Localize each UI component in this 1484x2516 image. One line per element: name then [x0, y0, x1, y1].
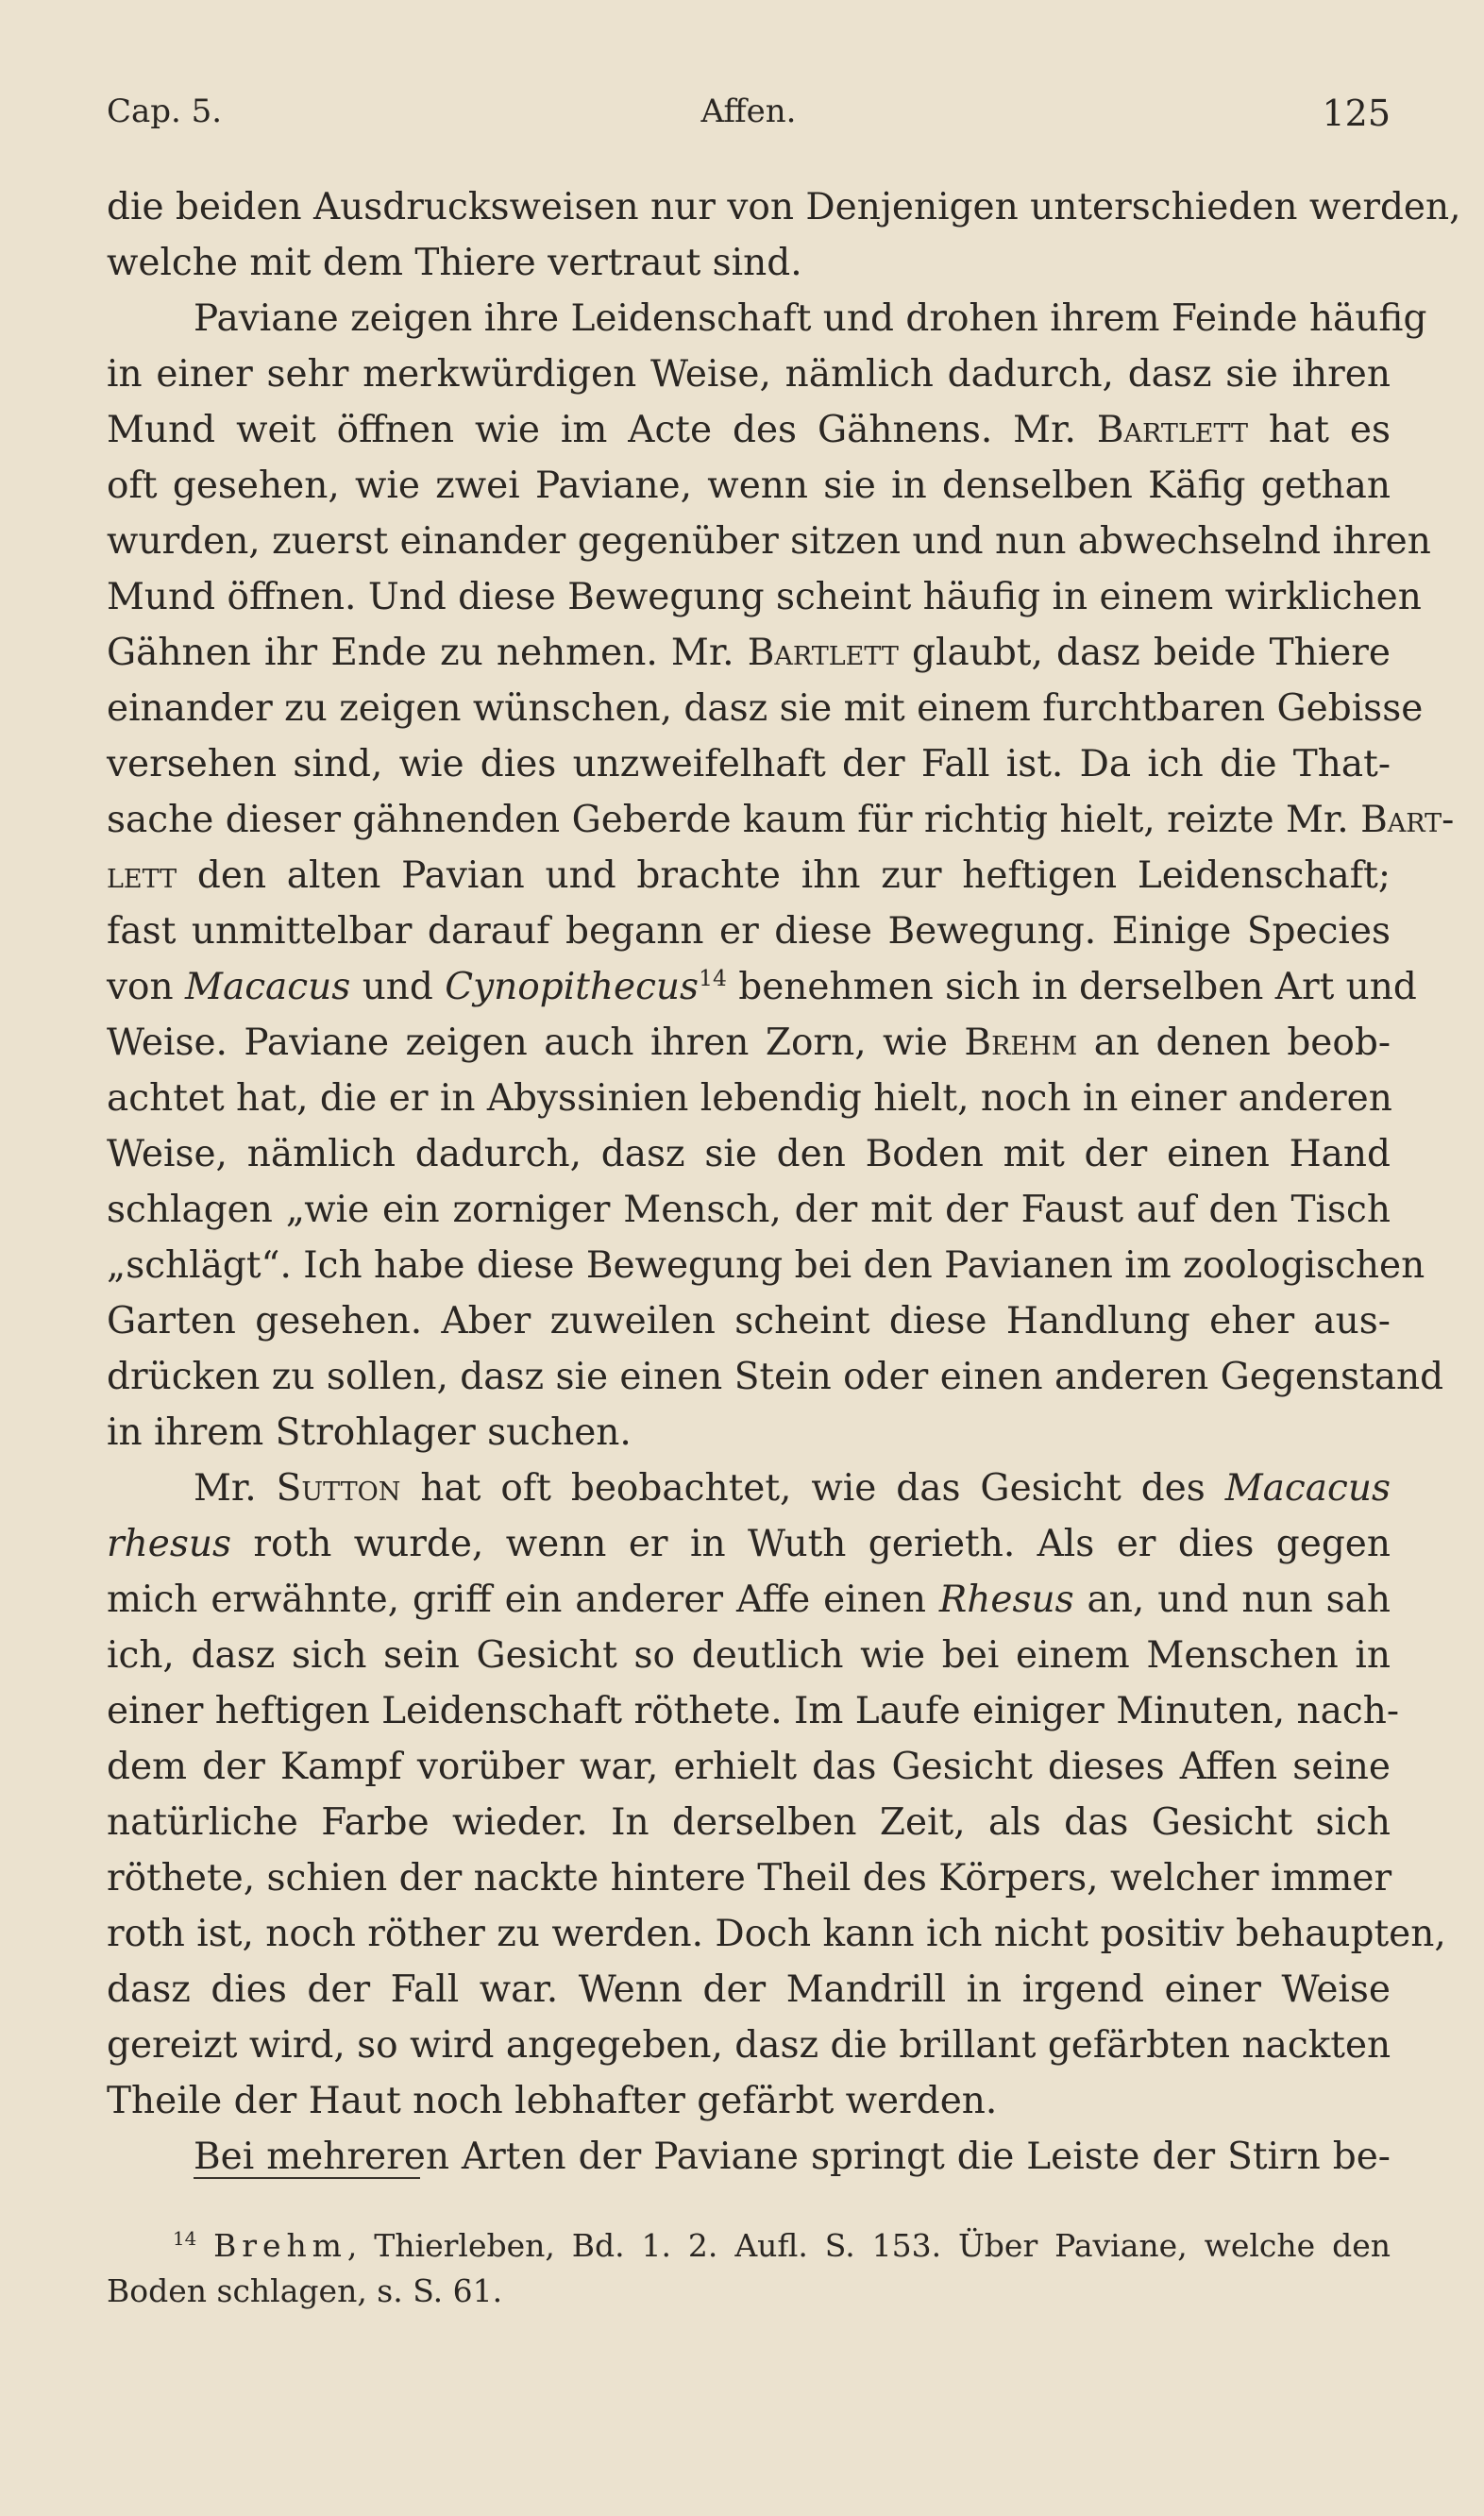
text-line: Bei mehreren Arten der Paviane springt die Leiste der Stirn be-	[194, 2136, 1391, 2178]
text-line: mich erwähnte, griff ein anderer Affe einen Rhesus an, und nun sah	[107, 1579, 1391, 1621]
text-line: ich, dasz sich sein Gesicht so deutlich wie bei einem Menschen in	[107, 1634, 1391, 1677]
text-line: fast unmittelbar darauf begann er diese Bewegung. Einige Species	[107, 910, 1391, 953]
text-line: roth ist, noch röther zu werden. Doch kann ich nicht positiv behaupten,	[107, 1913, 1446, 1955]
footnote-author: Brehm	[213, 2227, 347, 2264]
text-line: schlagen „wie ein zorniger Mensch, der mit der Faust auf den Tisch	[107, 1189, 1391, 1231]
body-text	[107, 179, 1461, 2185]
text-line: lett den alten Pavian und brachte ihn zur heftigen Leidenschaft;	[107, 854, 1391, 897]
species-name: Rhesus	[938, 1579, 1074, 1621]
text-line: von Macacus und Cynopithecus$^{14}$ benehmen sich in derselben Art und	[107, 965, 1417, 1008]
species-name: rhesus	[107, 1523, 231, 1565]
text-line: welche mit dem Thiere vertraut sind.	[107, 242, 802, 284]
page-number: 125	[1322, 93, 1391, 134]
text-line: Mund weit öffnen wie im Acte des Gähnens. Mr. Bartlett hat es	[107, 409, 1391, 451]
footnote-marker: 14	[173, 2228, 197, 2250]
text-line: achtet hat, die er in Abyssinien lebendig hielt, noch in einer anderen	[107, 1077, 1392, 1120]
text-line: Gähnen ihr Ende zu nehmen. Mr. Bartlett glaubt, dasz beide Thiere	[107, 632, 1391, 674]
text-line: röthete, schien der nackte hintere Theil des Körpers, welcher immer	[107, 1857, 1392, 1900]
text-line: Mr. Sutton hat oft beobachtet, wie das Gesicht des Macacus	[194, 1467, 1391, 1510]
text-line: einander zu zeigen wünschen, dasz sie mit einem furchtbaren Gebisse	[107, 687, 1424, 730]
text-line: dem der Kampf vorüber war, erhielt das Gesicht dieses Affen seine	[107, 1746, 1391, 1788]
footnote-text-1: , Thierleben, Bd. 1. 2. Aufl. S. 153. Über Paviane, welche den	[346, 2227, 1391, 2264]
species-name: Cynopithecus	[445, 966, 700, 1008]
text-line: „schlägt“. Ich habe diese Bewegung bei den Pavianen im zoologischen	[107, 1244, 1425, 1287]
chapter-label: Cap. 5.	[107, 93, 223, 130]
text-line: in ihrem Strohlager suchen.	[107, 1411, 632, 1454]
text-line: drücken zu sollen, dasz sie einen Stein oder einen anderen Gegenstand	[107, 1356, 1444, 1398]
author-name: Bart-	[1360, 799, 1455, 841]
footnote-rule	[194, 2177, 420, 2179]
text-line: dasz dies der Fall war. Wenn der Mandrill in irgend einer Weise	[107, 1968, 1391, 2011]
text-line: versehen sind, wie dies unzweifelhaft der Fall ist. Da ich die That-	[107, 743, 1391, 785]
running-head	[107, 93, 1391, 149]
text-line: gereizt wird, so wird angegeben, dasz die brillant gefärbten nackten	[107, 2024, 1391, 2067]
text-line: Theile der Haut noch lebhafter gefärbt werden.	[107, 2080, 998, 2122]
text-line: wurden, zuerst einander gegenüber sitzen und nun abwechselnd ihren	[107, 520, 1431, 563]
text-line: Weise. Paviane zeigen auch ihren Zorn, wie Brehm an denen beob-	[107, 1022, 1391, 1064]
author-name: Brehm	[964, 1022, 1078, 1064]
text-line: oft gesehen, wie zwei Paviane, wenn sie in denselben Käfig gethan	[107, 464, 1391, 507]
author-name: Bartlett	[1096, 409, 1248, 451]
species-name: Macacus	[1224, 1467, 1391, 1510]
text-line: Mund öffnen. Und diese Bewegung scheint häufig in einem wirklichen	[107, 576, 1422, 618]
running-title: Affen.	[700, 93, 797, 130]
author-name: lett	[107, 854, 177, 897]
text-line: sache dieser gähnenden Geberde kaum für richtig hielt, reizte Mr. Bart-	[107, 799, 1455, 841]
species-name: Macacus	[185, 966, 351, 1008]
text-line: die beiden Ausdrucksweisen nur von Denjenigen unterschieden werden,	[107, 186, 1461, 228]
text-line: in einer sehr merkwürdigen Weise, nämlich dadurch, dasz sie ihren	[107, 353, 1391, 396]
text-line: rhesus roth wurde, wenn er in Wuth gerieth. Als er dies gegen	[107, 1523, 1391, 1565]
text-line: Garten gesehen. Aber zuweilen scheint diese Handlung eher aus-	[107, 1300, 1391, 1342]
text-line: Weise, nämlich dadurch, dasz sie den Boden mit der einen Hand	[107, 1133, 1391, 1175]
footnote	[107, 2223, 1391, 2314]
author-name: Bartlett	[747, 632, 899, 674]
text-line: natürliche Farbe wieder. In derselben Zeit, als das Gesicht sich	[107, 1801, 1391, 1844]
text-line: einer heftigen Leidenschaft röthete. Im Laufe einiger Minuten, nach-	[107, 1690, 1400, 1732]
text-line: Paviane zeigen ihre Leidenschaft und drohen ihrem Feinde häufig	[194, 297, 1427, 340]
author-name: Sutton	[276, 1467, 401, 1510]
footnote-line: Boden schlagen, s. S. 61.	[107, 2272, 503, 2309]
footnote-reference: 14	[699, 965, 727, 991]
footnote-line	[107, 2223, 1391, 2269]
